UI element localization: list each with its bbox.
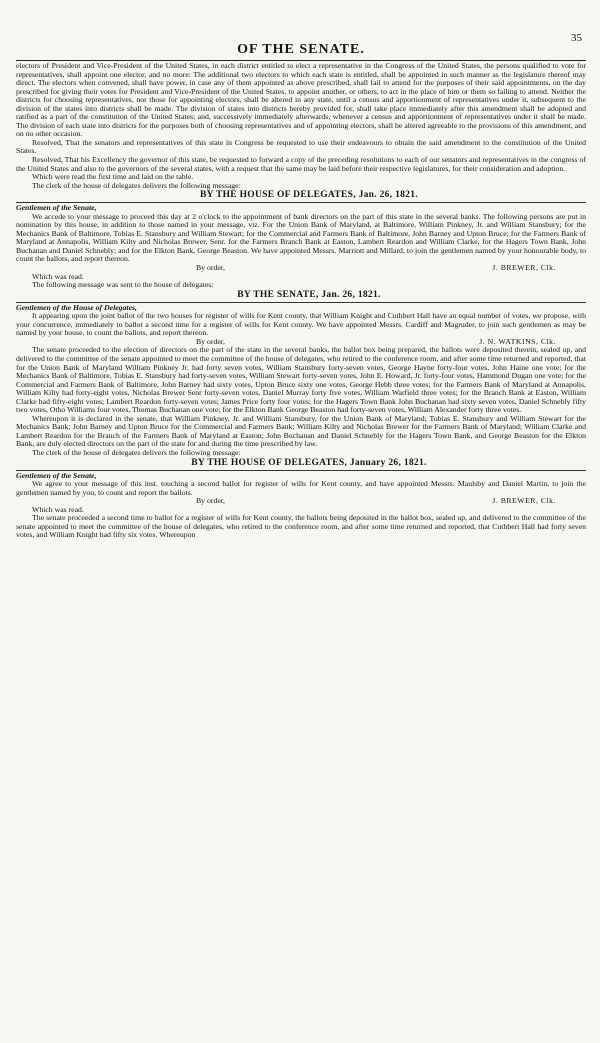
section-rule <box>16 470 586 471</box>
signature-brewer-2 <box>16 497 586 506</box>
body-text <box>16 62 586 540</box>
paragraph-message-sent: The following message was sent to the house of delegates: <box>32 280 214 290</box>
paragraph-declared-elected: Whereupon it is declared in the senate, that William Pinkney, Jr. and William Stansbury, for the Union Bank of Maryland; Tobias E. Stansbury and William Stewart for the Mechanics Bank; John Barney and Upton Bruce for the Commercial and Farmers Bank; William Kilty and Nicholas Brewer for the Farmers Bank of Maryland; William Clarke and Lambert Reardon for the Branch of the Farmers Bank of Maryland at Easton; John Buchanan and Daniel Schnebly for the Hagers Town Bank, and George Beaston for the Elkton Bank, are duly elected directors on the part of the state for and during the time prescribed by law. <box>16 413 586 449</box>
running-title: OF THE SENATE. <box>237 42 365 57</box>
paragraph-bank-nominations: We accede to your message to proceed this day at 2 o'clock to the appointment of bank directors on the part of this state in the several banks. The following persons are put in nomination by this house, in addition to those named in your message, viz. For the Union Bank of Maryland, at Baltimore, William Pinkney, Jr. and William Stansbury; for the Mechanics Bank of Baltimore, Tobias E. Stansbury and William Stewart; for the Commercial and Farmers Bank of Baltimore, John Barney and Upton Bruce; for the Farmers Bank of Maryland at Annapolis, William Kilty and Nicholas Brewer, Senr. for the Farmers Branch Bank at Easton, Lambert Reardon and William Clarke, for the Hagers Town Bank, John Buchanan and Daniel Schnebly; and for the Elkton Bank, George Beaston. We have appointed Messrs. Marriott and Millard, to join the gentlemen named by your honourable body, to count the ballots, and report thereon. <box>16 211 586 264</box>
signature-brewer-1 <box>16 264 586 273</box>
paragraph-read-first-time: Which were read the first time and laid on the table. <box>32 172 194 182</box>
clerk-signature: J. N. WATKINS, Clk. <box>479 336 556 346</box>
by-order-label: By order, <box>196 336 225 346</box>
page-number: 35 <box>571 32 582 44</box>
by-order-label: By order, <box>196 263 225 273</box>
salutation-house: Gentlemen of the House of Delegates, <box>16 302 137 312</box>
paragraph-which-was-read-2: Which was read. <box>32 504 84 514</box>
page-header <box>16 30 586 60</box>
heading-house-of-delegates-2: BY THE HOUSE OF DELEGATES, January 26, 1821. <box>191 457 427 468</box>
by-order-label: By order, <box>196 496 225 506</box>
paragraph-which-was-read-1: Which was read. <box>32 271 84 281</box>
heading-house-of-delegates-1: BY THE HOUSE OF DELEGATES, Jan. 26, 1821. <box>200 190 418 201</box>
salutation-senate-2: Gentlemen of the Senate, <box>16 470 97 480</box>
paragraph-second-ballot-result: The senate proceeded a second time to ballot for a register of wills for Kent county, the ballots being deposited in the ballot box, sealed up, and delivered to the committee of the senate appointed to meet the committee of the house of delegates, who retired to the conference room, and after some time returned and reported, that Cuthbert Hall had forty seven votes, and William Knight had fifty six votes. Whereupon <box>16 513 586 540</box>
paragraph-clerk-delivers-2: The clerk of the house of delegates delivers the following message: <box>32 447 241 457</box>
paragraph-election-results: The senate proceeded to the election of directors on the part of the state in the several banks, the ballot box being prepared, the ballots were deposited therein, sealed up, and delivered to the committee of the senate appointed to meet the committee of the house of delegates, who retired to the conference room, and after some time returned and reported, that for the Union Bank of Maryland William Pinkney Jr. had forty seven votes, William Stansbury forty-seven votes, George Hayne forty-four votes, John Haine one vote; for the Mechanics Bank of Baltimore, Tobias E. Stansbury had forty-seven votes, William Stewart forty-seven votes, John E. Howard, Jr. forty-four votes, Hammond Dugan one vote; for the Commercial and Farmers Bank of Baltimore, John Barney had sixty votes, Upton Bruce sixty one votes, George Hebb three votes; for the Farmers Bank of Maryland at Annapolis, William Kilty had forty-eight votes, Nicholas Brewer Senr forty-seven votes, Daniel Murray forty five votes, William Warfield three votes; for the Branch Bank at Easton, William Clarke had fifty-eight votes; Lambert Reardon forty-seven votes; James Price forty four votes; for the Hagers Town Bank John Buchanan had sixty seven votes, Daniel Schnebly fifty two votes, Otho Williams four votes, Thomas Buchanan one vote; for the Elkton Bank George Beaston had forty-seven votes, William Alexander forty three votes. <box>16 345 586 415</box>
paragraph-clerk-delivers: The clerk of the house of delegates delivers the following message: <box>32 180 241 190</box>
paragraph-second-ballot-agree: We agree to your message of this inst. touching a second ballot for register of wills for Kent county, and have appointed Messrs. Maulsby and Daniel Martin, to join the gentlemen named by you, to count and report the ballots. <box>16 479 586 497</box>
heading-senate: BY THE SENATE, Jan. 26, 1821. <box>237 289 381 300</box>
section-rule <box>16 202 586 203</box>
paragraph-resolved-governor: Resolved, That his Excellency the governor of this state, be requested to forward a copy of the preceding resolutions to each of our senators and representatives in the congress of the United States and also to the governors of the several states, with a request that the same may be laid before their respective legislatures, for their consideration and adoption. <box>16 155 586 173</box>
paragraph-resolved-congress: Resolved, That the senators and representatives of this state in Congress be requested to use their endeavours to obtain the said amendment to the constitution of the United States. <box>16 137 586 156</box>
salutation-senate-1: Gentlemen of the Senate, <box>16 203 97 213</box>
clerk-signature: J. BREWER, Clk. <box>492 496 556 506</box>
paragraph-register-of-wills: It appearing upon the joint ballot of the two houses for register of wills for Kent county, that William Knight and Cuthbert Hall have an equal number of votes, we propose, with your concurrence, immediately to ballot a second time for a register of wills for Kent county. We have appointed Messrs. Cardiff and Magruder, to join such gentlemen as may be named by your house, to count the ballots, and report thereon. <box>16 311 586 338</box>
paragraph-amendment: electors of President and Vice-President of the United States, in each district entitled to elect a representative in the Congress of the United States, the persons qualified to vote for representatives, shall appoint one elector, and no more: The additional two electors to which each state is entitled, shall be appointed in such manner as the legislature thereof may direct. The electors when convened, shall have power, in case any of them appointed as above prescribed, shall fail to attend for the purposes of their said appointments, on the day prescribed for giving their votes for President and Vice-President of the United States, to appoint another, or others, to act in the place of him or them so failing to attend. Neither the districts for choosing representatives, nor those for appointing electors, shall be altered in any state, until a census and apportionment of representatives under it, subsequent to the division of the states into districts shall be made. The division of states into districts hereby provided for, shall take place immediately after this amendment shall be adopted and ratified as a part of the constitution of the United States; and, successively immediately afterwards, whenever a census and apportionment of representatives under it shall be made. The division of each state into districts for the purposes both of choosing representatives and of appointing electors, shall be altered agreeable to the provisions of this amendment, and on no other occasion. <box>16 61 586 139</box>
clerk-signature: J. BREWER, Clk. <box>492 263 556 273</box>
